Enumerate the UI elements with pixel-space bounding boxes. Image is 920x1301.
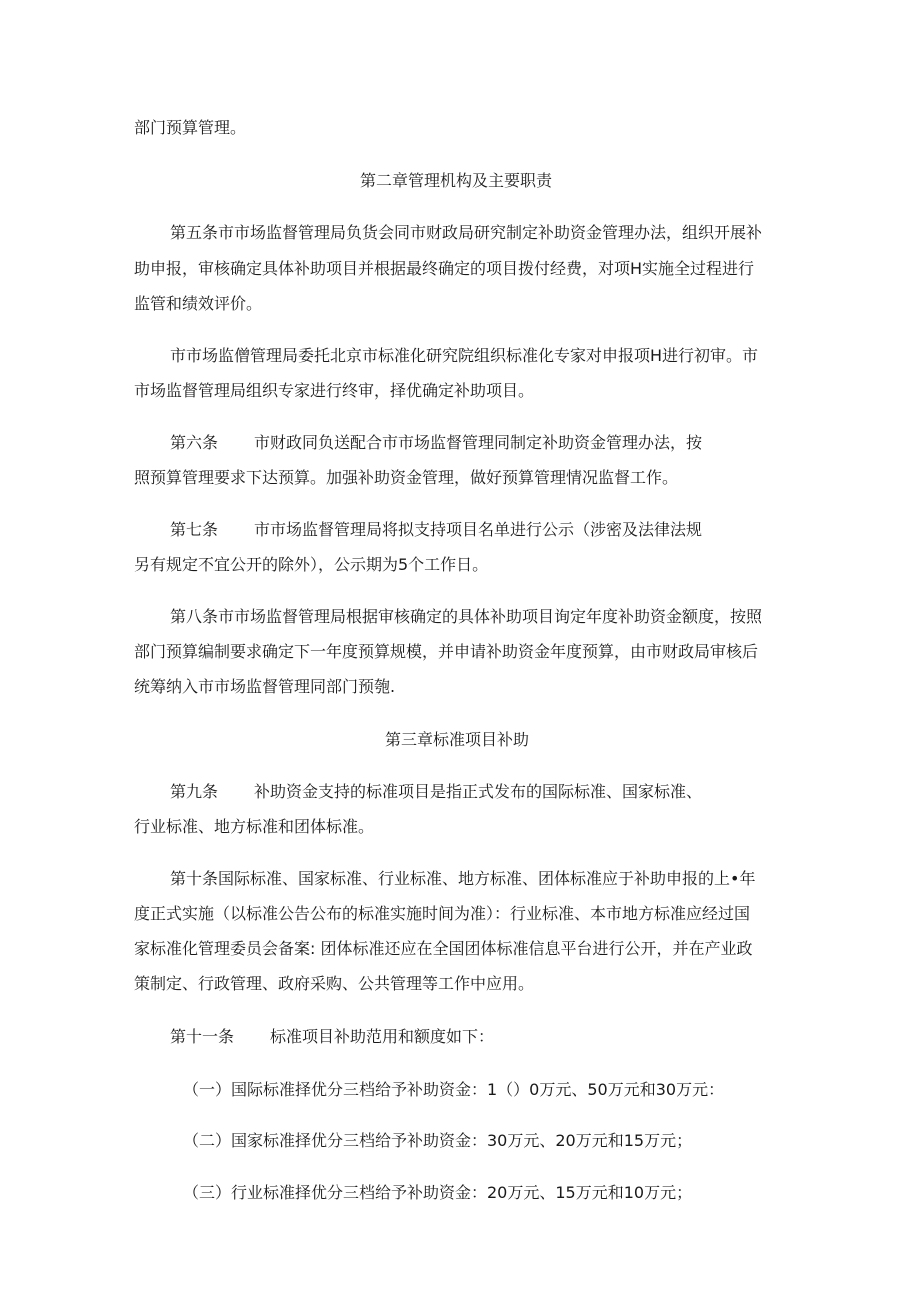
- article-6-line-2: 照预算管理要求下达预算。加强补助资金管理，做好预算管理情况监督工作。: [134, 468, 679, 487]
- article-9-line-2: 行业标准、地方标准和团体标准。: [134, 817, 375, 836]
- article-7-label: 第七条: [170, 520, 219, 539]
- article-11-text: 标准项目补助范用和额度如下：: [270, 1027, 495, 1046]
- article-8-line-3: 统筹纳入市市场监督管理同部门预匏.: [134, 677, 396, 696]
- article-10-line-2: 度正式实施（以标准公告公布的标准实施时间为准）：行业标准、本市地方标准应经过国: [134, 904, 751, 923]
- article-10-line-4: 策制定、行政管理、政府采购、公共管理等工作中应用。: [134, 974, 535, 993]
- article-10-line-1: 第十条国际标准、国家标准、行业标准、地方标准、团体标准应于补助申报的上•年: [170, 869, 756, 888]
- article-6-label: 第六条: [170, 433, 219, 452]
- paragraph-continuation: 部门预算管理。: [134, 118, 247, 137]
- article-11-line: [170, 1026, 494, 1048]
- article-7-text: 市市场监督管理局将拟支持项目名单进行公示（涉密及法律法规: [254, 520, 703, 539]
- article-7-line-2: 另有规定不宜公开的除外），公示期为5个工作日。: [134, 555, 489, 574]
- list-item-1: （一）国际标准择优分三档给予补助资金：1（）0万元、50万元和30万元：: [183, 1080, 725, 1099]
- article-7-line-1: [170, 519, 702, 541]
- article-11-label: 第十一条: [170, 1027, 235, 1046]
- article-6-text: 市财政同负送配合市市场监督管理同制定补助资金管理办法，按: [254, 433, 703, 452]
- article-5-line-2: 助申报，审核确定具体补助项目并根据最终确定的项目拨付经费，对项H实施全过程进行: [134, 259, 755, 278]
- article-9-text: 补助资金支持的标准项目是指正式发布的国际标准、国家标准、: [254, 782, 703, 801]
- list-item-2: （二）国家标准择优分三档给予补助资金：30万元、20万元和15万元；: [183, 1131, 693, 1150]
- article-8-line-2: 部门预算编制要求确定下一年度预算规模，并申请补助资金年度预算，由市财政局审核后: [134, 642, 759, 661]
- commission-paragraph-line-1: 市市场监僧管理局委托北京市标准化研究院组织标准化专家对申报项H进行初审。市: [170, 346, 759, 365]
- article-6-line-1: [170, 432, 702, 454]
- commission-paragraph-line-2: 市场监督管理局组织专家进行终审，择优确定补助项目。: [134, 381, 535, 400]
- chapter-2-title: 第二章管理机构及主要职责: [360, 171, 553, 190]
- article-5-line-1: 第五条市市场监督管理局负货会同市财政局研究制定补助资金管理办法，组织开展补: [170, 223, 763, 242]
- article-10-line-3: 家标准化管理委员会备案: 团体标准还应在全国团体标准信息平台进行公开，并在产业政: [134, 939, 753, 958]
- article-9-label: 第九条: [170, 782, 219, 801]
- article-5-line-3: 监管和绩效评价。: [134, 294, 263, 313]
- article-8-line-1: 第八条市市场监督管理局根据审核确定的具体补助项目询定年度补助资金额度，按照: [170, 607, 763, 626]
- article-9-line-1: [170, 781, 702, 803]
- chapter-3-title: 第三章标准项目补助: [385, 730, 530, 749]
- list-item-3: （三）行业标准择优分三档给予补助资金：20万元、15万元和10万元；: [183, 1183, 693, 1202]
